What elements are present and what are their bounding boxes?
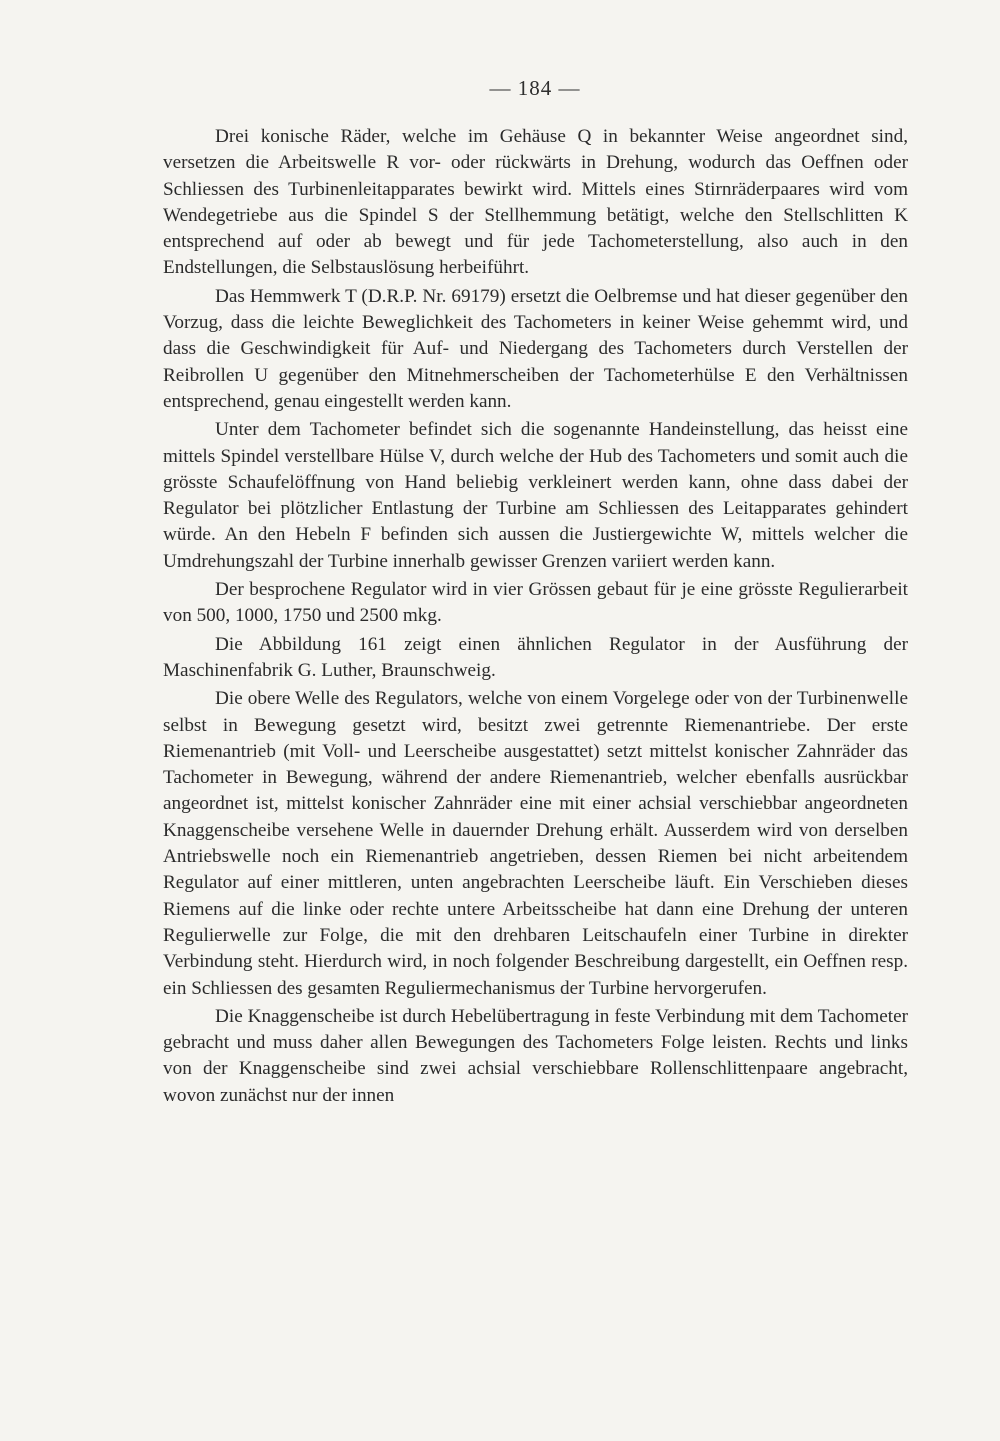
paragraph: Das Hemmwerk T (D.R.P. Nr. 69179) ersetzt die Oelbremse und hat dieser gegenüber den Vorzug, dass die leichte Beweglichkeit des Tachometers in keiner Weise gehemmt wird, und dass die Geschwindigkeit für Auf- und Niedergang des Tachometers durch Verstellen der Reibrollen U gegenüber den Mitnehmerscheiben der Tachometerhülse E den Verhältnissen entsprechend, genau eingestellt werden kann.	[163, 285, 908, 412]
page-number: — 184 —	[489, 76, 581, 100]
paragraph: Die obere Welle des Regulators, welche von einem Vorgelege oder von der Turbinenwelle selbst in Bewegung gesetzt wird, besitzt zwei getrennte Riemenantriebe. Der erste Riemenantrieb (mit Voll- und Leerscheibe ausgestattet) setzt mittelst konischer Zahnräder das Tachometer in Bewegung, während der andere Riemenantrieb, welcher ebenfalls ausrückbar angeordnet ist, mittelst konischer Zahnräder eine mit einer achsial verschiebbar angeordneten Knaggenscheibe versehene Welle in dauernder Drehung erhält. Ausserdem wird von derselben Antriebswelle noch ein Riemenantrieb angetrieben, dessen Riemen bei nicht arbeitendem Regulator auf einer mittleren, unten angebrachten Leerscheibe läuft. Ein Verschieben dieses Riemens auf die linke oder rechte untere Arbeitsscheibe hat dann eine Drehung der unteren Regulierwelle zur Folge, die mit den drehbaren Leitschaufeln einer Turbine in direkter Verbindung steht. Hierdurch wird, in noch folgender Beschreibung dargestellt, ein Oeffnen resp. ein Schliessen des gesamten Reguliermechanismus der Turbine hervorgerufen.	[163, 688, 908, 999]
paragraph: Drei konische Räder, welche im Gehäuse Q in bekannter Weise angeordnet sind, versetzen die Arbeitswelle R vor- oder rückwärts in Drehung, wodurch das Oeffnen oder Schliessen des Turbinenleitapparates bewirkt wird. Mittels eines Stirnräderpaares wird vom Wendegetriebe aus die Spindel S der Stellhemmung betätigt, welche den Stellschlitten K entsprechend auf oder ab bewegt und für jede Tachometerstellung, also auch in den Endstellungen, die Selbstauslösung herbeiführt.	[163, 126, 908, 279]
body-text	[163, 124, 908, 1109]
paragraph: Die Abbildung 161 zeigt einen ähnlichen Regulator in der Ausführung der Maschinenfabrik G. Luther, Braunschweig.	[163, 633, 908, 681]
paragraph: Die Knaggenscheibe ist durch Hebelübertragung in feste Verbindung mit dem Tachometer gebracht und muss daher allen Bewegungen des Tachometers Folge leisten. Rechts und links von der Knaggenscheibe sind zwei achsial verschiebbare Rollenschlittenpaare angebracht, wovon zunächst nur der innen	[163, 1005, 908, 1106]
paragraph: Unter dem Tachometer befindet sich die sogenannte Handeinstellung, das heisst eine mittels Spindel verstellbare Hülse V, durch welche der Hub des Tachometers und somit auch die grösste Schaufelöffnung von Hand beliebig verkleinert werden kann, ohne dass dabei der Regulator bei plötzlicher Entlastung der Turbine am Schliessen des Leitapparates gehindert würde. An den Hebeln F befinden sich aussen die Justiergewichte W, mittels welcher die Umdrehungszahl der Turbine innerhalb gewisser Grenzen variiert werden kann.	[163, 419, 908, 572]
paragraph: Der besprochene Regulator wird in vier Grössen gebaut für je eine grösste Regulierarbeit von 500, 1000, 1750 und 2500 mkg.	[163, 579, 908, 627]
